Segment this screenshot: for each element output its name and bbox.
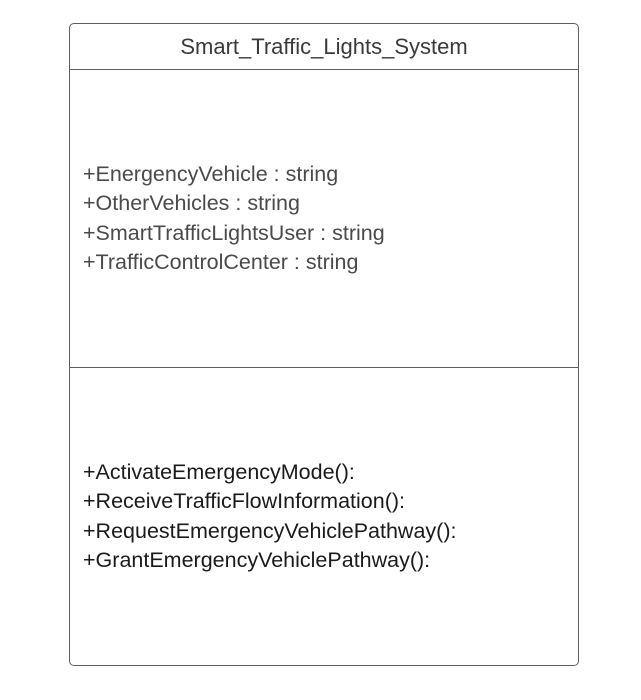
operation: +RequestEmergencyVehiclePathway(): — [83, 518, 457, 543]
operations-compartment — [70, 368, 578, 665]
attribute: +SmartTrafficLightsUser : string — [83, 220, 385, 245]
attribute: +EnergencyVehicle : string — [83, 161, 339, 186]
operation: +ActivateEmergencyMode(): — [83, 459, 355, 484]
attributes-compartment — [70, 70, 578, 368]
class-name: Smart_Traffic_Lights_System — [70, 24, 578, 70]
operation: +GrantEmergencyVehiclePathway(): — [83, 548, 431, 572]
attribute: +TrafficControlCenter : string — [83, 250, 359, 274]
uml-class-box — [69, 23, 579, 666]
attribute: +OtherVehicles : string — [83, 191, 300, 215]
operation: +ReceiveTrafficFlowInformation(): — [83, 489, 406, 513]
